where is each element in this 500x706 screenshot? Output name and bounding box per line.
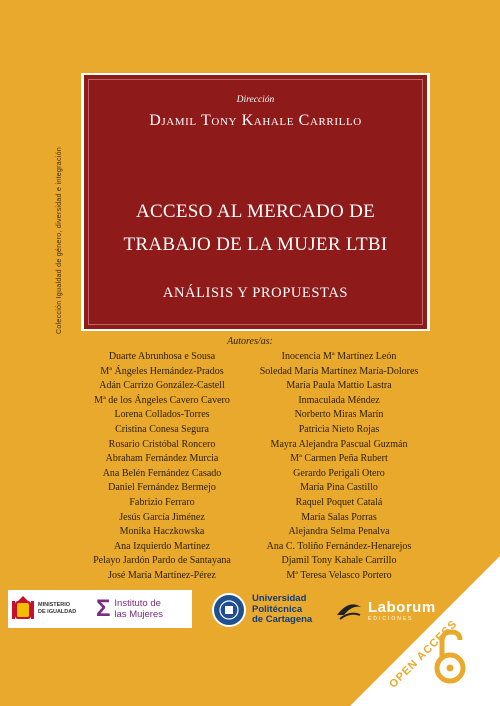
author-name: Djamil Tony Kahale Carrillo xyxy=(281,555,397,567)
laborum-subtitle: EDICIONES xyxy=(368,615,414,622)
instituto-text-1: Instituto de xyxy=(114,598,161,609)
open-access-badge xyxy=(350,556,500,706)
author-name: Ana C. Toliño Fernández-Henarejos xyxy=(266,540,412,552)
author-name: Mª de los Ángeles Cavero Cavero xyxy=(94,394,230,406)
author-name: Mª Carmen Peña Rubert xyxy=(290,453,388,465)
upct-logo xyxy=(212,588,312,632)
author-name: Rosario Cristóbal Roncero xyxy=(108,438,216,450)
authors-left-column xyxy=(67,350,257,584)
author-name: Pelayo Jardón Pardo de Santayana xyxy=(93,555,231,567)
book-title-line-1: ACCESO AL MERCADO DE xyxy=(135,201,376,222)
author-name: Adán Carrizo González-Castell xyxy=(99,380,225,392)
author-name: Alejandra Selma Penalva xyxy=(288,526,390,538)
author-name: María Paula Mattio Lastra xyxy=(286,380,392,392)
spain-crest-icon xyxy=(12,595,34,623)
book-title-line-2: TRABAJO DE LA MUJER LTBI xyxy=(123,234,388,255)
ministerio-text-1: MINISTERIO xyxy=(38,602,71,608)
director-name: Djamil Tony Kahale Carrillo xyxy=(149,112,362,129)
author-name: Lorena Collados-Torres xyxy=(114,409,210,421)
ministerio-text-2: DE IGUALDAD xyxy=(38,609,77,615)
author-name: Ana Belén Fernández Casado xyxy=(102,467,222,479)
author-name: Norberto Miras Marín xyxy=(294,409,384,421)
open-access-label: OPEN ACCESS xyxy=(387,617,460,691)
laborum-name: Laborum xyxy=(368,598,436,616)
author-name: Patricia Nieto Rojas xyxy=(298,423,380,435)
instituto-mujeres-logo xyxy=(90,590,192,628)
collection-spine-text: Colección Igualdad de género, diversidad e integración xyxy=(56,146,63,334)
author-name: Abraham Fernández Murcia xyxy=(105,453,219,465)
author-name: María Salas Porras xyxy=(301,511,377,523)
author-name: Mayra Alejandra Pascual Guzmán xyxy=(270,438,408,450)
author-name: Duarte Abrunhosa e Sousa xyxy=(108,351,216,362)
author-name: José María Martínez-Pérez xyxy=(108,569,216,581)
author-name: Ana Izquierdo Martínez xyxy=(113,540,211,552)
ministerio-logo xyxy=(8,590,92,628)
authors-heading: Autores/as: xyxy=(227,336,273,347)
author-name: Monika Haczkowska xyxy=(119,526,205,538)
author-name: Mª Teresa Velasco Portero xyxy=(286,569,392,581)
instituto-text-2: las Mujeres xyxy=(114,609,163,620)
author-name: Daniel Fernández Bermejo xyxy=(108,482,216,494)
author-name: Inocencia Mª Martínez León xyxy=(281,351,397,362)
upct-text-2: Politécnica xyxy=(252,603,303,615)
authors-right-column xyxy=(244,350,434,584)
title-panel xyxy=(84,75,427,329)
author-name: Raquel Poquet Catalá xyxy=(295,496,383,508)
author-name: Cristina Conesa Segura xyxy=(115,423,209,435)
sigma-icon: Σ xyxy=(96,595,111,622)
direction-label: Dirección xyxy=(236,95,275,105)
upct-emblem-icon xyxy=(212,593,246,627)
author-name: Soledad María Martínez María-Dolores xyxy=(259,365,419,377)
author-name: María Pina Castillo xyxy=(300,482,378,494)
author-name: Jesús García Jiménez xyxy=(119,511,205,523)
book-subtitle: ANÁLISIS Y PROPUESTAS xyxy=(162,285,349,301)
author-name: Mª Ángeles Hernández-Prados xyxy=(100,365,224,377)
author-name: Inmaculada Méndez xyxy=(298,394,380,406)
author-name: Fabrizio Ferraro xyxy=(129,496,195,508)
upct-text-3: de Cartagena xyxy=(252,614,313,626)
author-name: Gerardo Perigali Otero xyxy=(293,467,385,479)
upct-text-1: Universidad xyxy=(252,593,307,605)
